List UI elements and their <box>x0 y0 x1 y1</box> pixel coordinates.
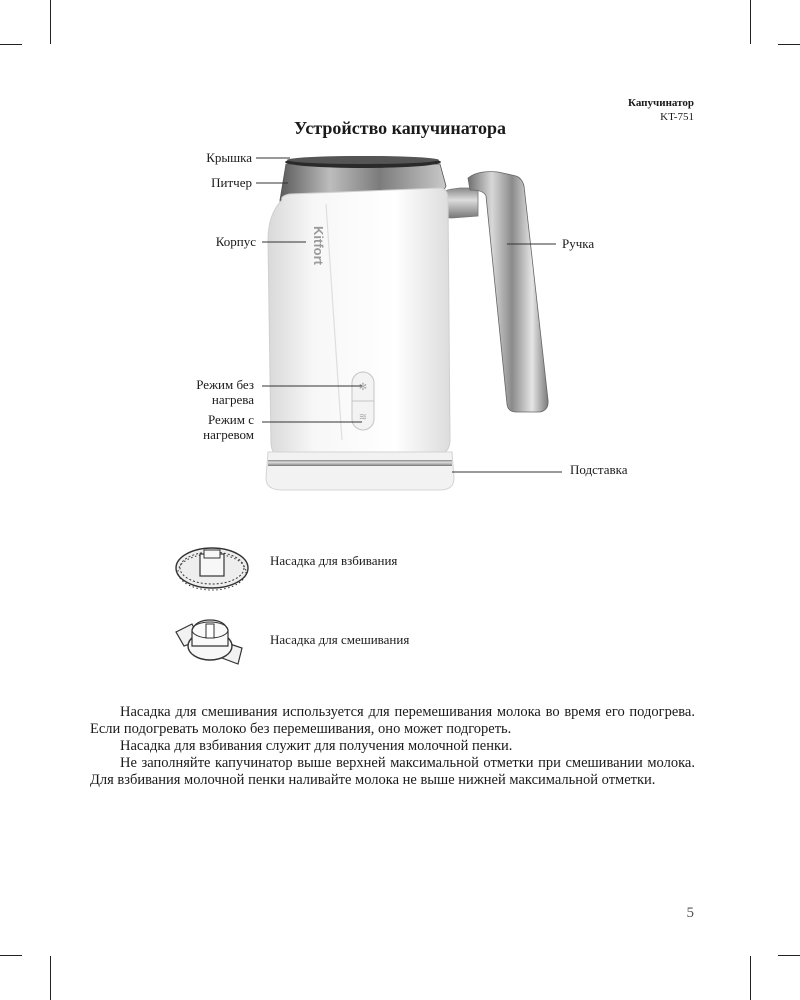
header-model: KT-751 <box>660 111 694 123</box>
mode-buttons <box>352 372 374 430</box>
label-pitcher: Питчер <box>211 175 252 190</box>
attachment-mixing-label: Насадка для смешивания <box>270 632 410 647</box>
crop-mark <box>750 956 751 1000</box>
whisk-attachment-illustration <box>176 548 248 590</box>
label-handle: Ручка <box>562 236 595 251</box>
paragraph: Насадка для смешивания используется для перемешивания молока во время его подогрева. Если подогревать молоко без перемешивания, оно может подгореть. <box>90 704 695 737</box>
label-lid: Крышка <box>206 150 252 165</box>
svg-text:✻: ✻ <box>358 382 368 393</box>
page-title: Устройство капучинатора <box>294 118 506 138</box>
svg-text:≋: ≋ <box>358 412 368 423</box>
attachment-whisk-label: Насадка для взбивания <box>270 553 398 568</box>
page-number: 5 <box>686 905 694 921</box>
label-base: Подставка <box>570 462 628 477</box>
brand-mark: Kitfort <box>311 226 326 265</box>
crop-mark <box>50 956 51 1000</box>
paragraph: Не заполняйте капучинатор выше верхней максимальной отметки при смешивании молока. Для взбивания молочной пенки наливайте молока не выше нижней максимальной отметки. <box>90 755 695 788</box>
crop-mark <box>0 955 22 956</box>
base-stand <box>266 452 454 490</box>
mixing-attachment-illustration <box>176 620 242 664</box>
header-product: Капучинатор <box>628 97 694 109</box>
instructions-text <box>90 704 695 789</box>
handle <box>438 172 548 412</box>
label-body: Корпус <box>215 234 256 249</box>
label-mode-heat: Режим с нагревом <box>203 412 254 442</box>
label-mode-no-heat: Режим без нагрева <box>196 377 254 407</box>
paragraph: Насадка для взбивания служит для получения молочной пенки. <box>120 738 513 754</box>
crop-mark <box>778 955 800 956</box>
